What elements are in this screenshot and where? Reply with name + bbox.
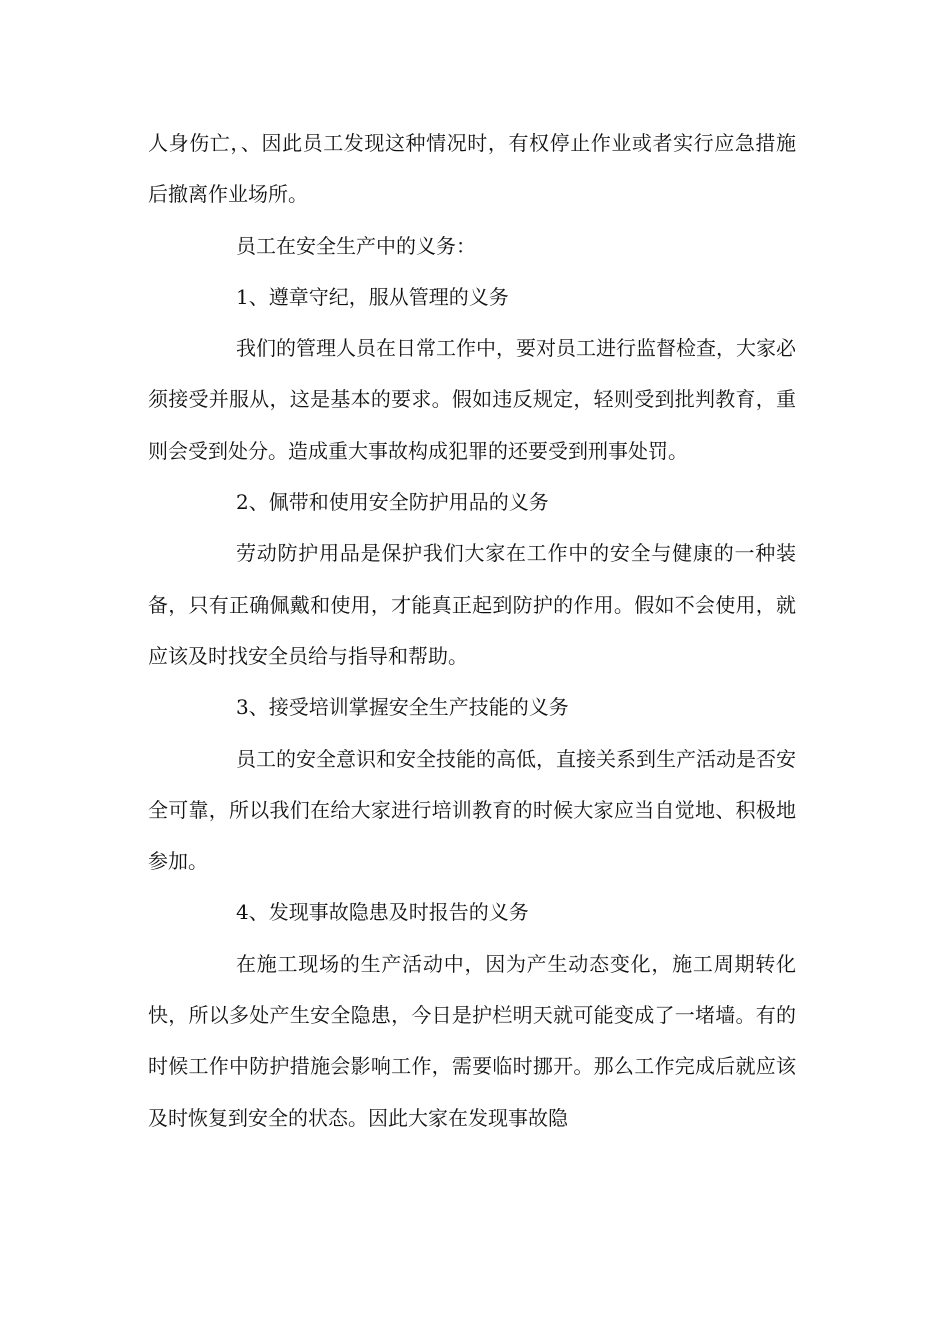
duty-heading-4: 4、发现事故隐患及时报告的义务: [236, 900, 529, 925]
duty-body-4: 在施工现场的生产活动中，因为产生动态变化，施工周期转化快，所以多处产生安全隐患，今日是护栏明天就可能变成了一堵墙。有的时候工作中防护措施会影响工作，需要临时挪开。那么工作完成后就应该及时恢复到安全的状态。因此大家在发现事故隐: [148, 951, 796, 1130]
duty-body-3: 员工的安全意识和安全技能的高低，直接关系到生产活动是否安全可靠，所以我们在给大家进行培训教育的时候大家应当自觉地、积极地参加。: [148, 746, 796, 874]
duty-heading-2: 2、佩带和使用安全防护用品的义务: [236, 490, 549, 515]
document-body: [148, 118, 796, 1144]
duty-body-2: 劳动防护用品是保护我们大家在工作中的安全与健康的一种装备，只有正确佩戴和使用，才能真正起到防护的作用。假如不会使用，就应该及时找安全员给与指导和帮助。: [148, 541, 796, 668]
duty-body-1: 我们的管理人员在日常工作中，要对员工进行监督检查，大家必须接受并服从，这是基本的要求。假如违反规定，轻则受到批判教育，重则会受到处分。造成重大事故构成犯罪的还要受到刑事处罚。: [148, 336, 796, 463]
section-heading-duties: 员工在安全生产中的义务：: [236, 233, 476, 258]
duty-heading-1: 1、遵章守纪，服从管理的义务: [236, 284, 509, 309]
duty-heading-3: 3、接受培训掌握安全生产技能的义务: [236, 695, 569, 720]
paragraph-continuation: 人身伤亡，、因此员工发现这种情况时，有权停止作业或者实行应急措施后撤离作业场所。: [148, 131, 796, 207]
